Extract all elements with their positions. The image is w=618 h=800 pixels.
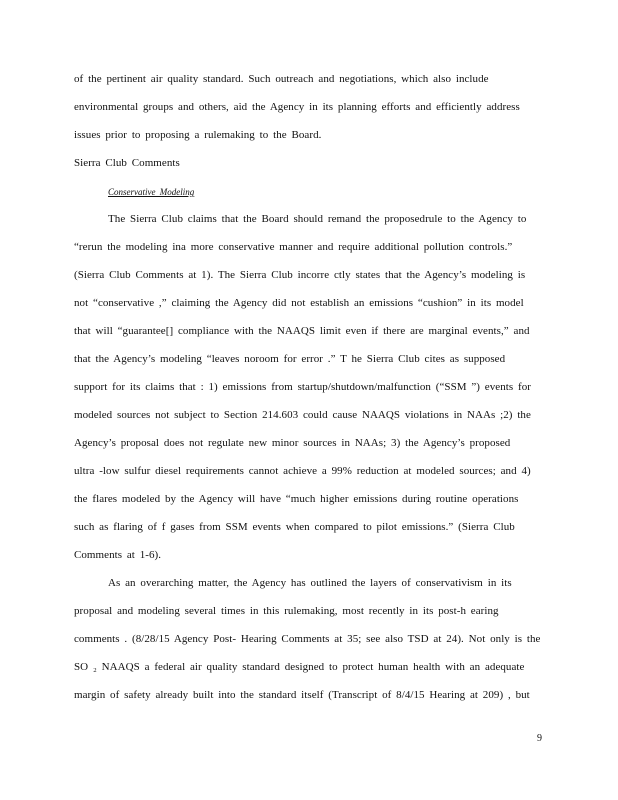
text-line: proposal and modeling several times in this rulemaking, most recently in its post-h earing [74,605,499,617]
text-line: the flares modeled by the Agency will have “much higher emissions during routine operations [74,493,519,505]
text-line: SO ₂ NAAQS a federal air quality standard designed to protect human health with an adequate [74,661,525,673]
text-line: modeled sources not subject to Section 214.603 could cause NAAQS violations in NAAs ;2) the [74,409,531,421]
section-heading: Sierra Club Comments [74,157,180,169]
text-line: that the Agency’s modeling “leaves noroom for error .” T he Sierra Club cites as supposed [74,353,506,365]
text-line: issues prior to proposing a rulemaking to the Board. [74,129,322,141]
text-line: Comments at 1-6). [74,549,162,561]
text-line: “rerun the modeling ina more conservative manner and require additional pollution controls.” [74,241,513,253]
text-line: not “conservative ,” claiming the Agency did not establish an emissions “cushion” in its model [74,297,524,309]
text-line: support for its claims that : 1) emissions from startup/shutdown/malfunction (“SSM ”) events for [74,381,531,393]
subheading: Conservative Modeling [108,187,195,197]
text-line: (Sierra Club Comments at 1). The Sierra Club incorre ctly states that the Agency’s modeling is [74,269,526,281]
text-line: comments . (8/28/15 Agency Post- Hearing Comments at 35; see also TSD at 24). Not only is the [74,633,541,645]
text-line: such as flaring of f gases from SSM events when compared to pilot emissions.” (Sierra Club [74,521,515,533]
text-line: that will “guarantee[] compliance with the NAAQS limit even if there are marginal events,” and [74,325,530,337]
text-line: Agency’s proposal does not regulate new minor sources in NAAs; 3) the Agency’s proposed [74,437,511,449]
text-line: margin of safety already built into the standard itself (Transcript of 8/4/15 Hearing at 209) , but [74,689,530,701]
text-line: of the pertinent air quality standard. Such outreach and negotiations, which also include [74,73,489,85]
text-line: The Sierra Club claims that the Board should remand the proposedrule to the Agency to [108,213,527,225]
page-number: 9 [537,733,542,744]
text-line: environmental groups and others, aid the Agency in its planning efforts and efficiently address [74,101,520,113]
text-line: ultra -low sulfur diesel requirements cannot achieve a 99% reduction at modeled sources; and 4) [74,465,531,477]
text-line: As an overarching matter, the Agency has outlined the layers of conservativism in its [108,577,512,589]
